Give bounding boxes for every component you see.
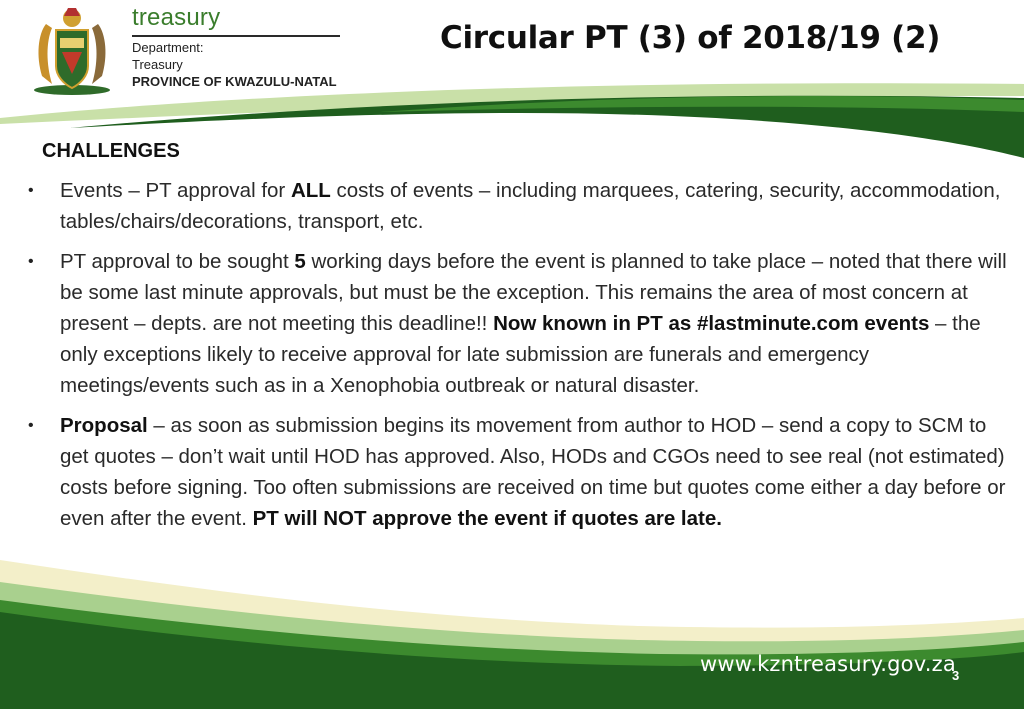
bullet-emphasis: PT will NOT approve the event if quotes are late.: [252, 507, 722, 530]
bullet-item: [26, 175, 1016, 237]
footer-website-link[interactable]: www.kzntreasury.gov.za: [700, 652, 956, 676]
bullet-emphasis: Now known in PT as #lastminute.com events: [493, 312, 930, 335]
slide-title: Circular PT (3) of 2018/19 (2): [440, 20, 941, 56]
department-label: Department:: [132, 40, 204, 55]
brand-wordmark: treasury: [132, 4, 221, 31]
bullet-text: PT approval to be sought: [60, 250, 295, 273]
bullet-marker: •: [28, 182, 34, 199]
brand-divider: [132, 35, 340, 37]
bullet-emphasis: Proposal: [60, 414, 148, 437]
bullet-marker: •: [28, 253, 34, 270]
page-number: 3: [952, 668, 960, 683]
bullet-emphasis: 5: [294, 250, 306, 273]
bullet-text: Events – PT approval for: [60, 179, 291, 202]
bullet-text: – the only exceptions likely to receive approval for late submission are funerals and emergency meetings/events such as in a Xenophobia outbreak or natural disaster.: [60, 312, 981, 397]
bullet-marker: •: [28, 417, 34, 434]
section-heading: CHALLENGES: [42, 140, 180, 162]
bullet-item: [26, 410, 1016, 534]
department-name: Treasury: [132, 57, 183, 72]
bullet-list: [26, 175, 1016, 543]
bullet-text: working days before the event is planned to take place – noted that there will be some last minute approvals, but must be the exception. This remains the area of most concern at present – depts. are not meeting this deadline!!: [60, 250, 1007, 335]
bullet-emphasis: ALL: [290, 179, 331, 202]
bullet-text: – as soon as submission begins its movement from author to HOD – send a copy to SCM to get quotes – don’t wait until HOD has approved. Also, HODs and CGOs need to see real (not estimated) costs before signing. Too often submissions are received on time but quotes come either a day before or even after the event.: [60, 414, 1006, 530]
coat-of-arms-logo: [24, 4, 120, 96]
bullet-text: costs of events – including marquees, catering, security, accommodation, tables/chairs/decorations, transport, etc.: [60, 179, 1001, 233]
bullet-item: [26, 246, 1016, 401]
province-name: PROVINCE OF KWAZULU-NATAL: [132, 74, 337, 89]
